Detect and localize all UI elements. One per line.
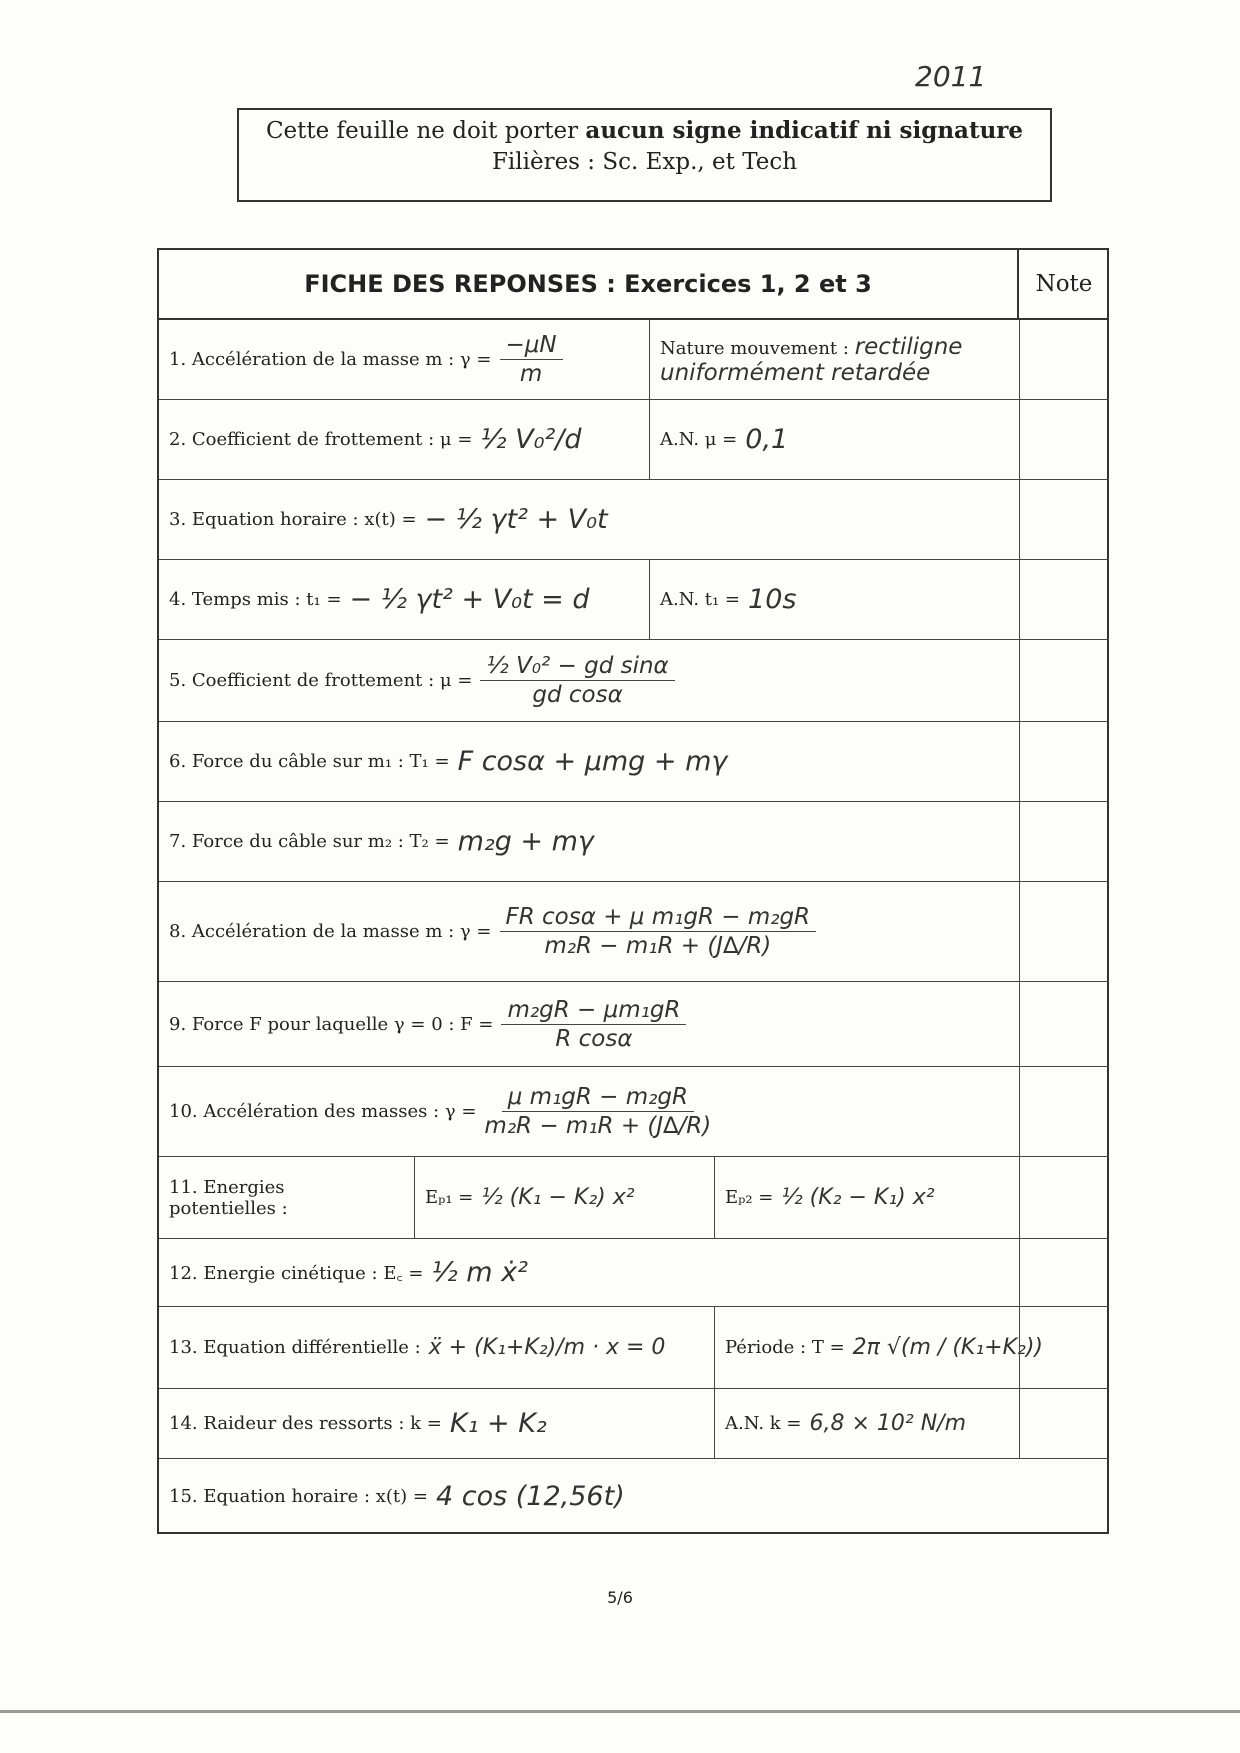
note-cell-11 [1019,1157,1109,1238]
row-13-label: 13. Equation différentielle : [169,1337,421,1358]
row-9 [159,982,1109,1067]
note-cell-2 [1019,400,1109,479]
row-12-label: 12. Energie cinétique : E꜀ = [169,1262,424,1284]
row-8 [159,882,1109,982]
row-7-label: 7. Force du câble sur m₂ : T₂ = [169,831,450,852]
row-1-right-label: Nature mouvement : [660,337,849,359]
note-cell-4 [1019,560,1109,639]
note-cell-8 [1019,882,1109,981]
note-cell-9 [1019,982,1109,1066]
note-header: Note [1019,250,1109,320]
row-9-answer: $\frac{\text{m₂gR − μm₁gR}}{\text{R cosα}}$ [501,996,686,1053]
row-1 [159,320,1109,400]
row-4-right-label: A.N. t₁ = [660,589,741,610]
row-2-right-answer: 0,1 [745,424,789,455]
row-2 [159,400,1109,480]
row-5-label: 5. Coefficient de frottement : μ = [169,670,473,691]
row-12-answer: ½ m ẋ² [431,1257,528,1288]
handwritten-year: 2011 [915,60,987,93]
row-10-label: 10. Accélération des masses : γ = [169,1101,477,1122]
row-4-answer: − ½ γt² + V₀t = d [349,584,590,615]
row-10 [159,1067,1109,1157]
row-1-answer: $\frac{-\mu N}{m}$ [500,331,563,388]
note-cell-5 [1019,640,1109,721]
row-6-answer: F cosα + μmg + mγ [457,746,728,777]
row-11-right-label: Eₚ₂ = [725,1187,774,1208]
note-cell-6 [1019,722,1109,801]
note-cell-3 [1019,480,1109,559]
row-8-answer: $\frac{\text{FR cosα + μ m₁gR − m₂gR}}{\text{m₂R − m₁R + (J∆/R)}}$ [500,903,817,960]
row-13 [159,1307,1109,1389]
row-11-mid-answer: ½ (K₁ − K₂) x² [481,1185,635,1210]
row-14-label: 14. Raideur des ressorts : k = [169,1413,442,1434]
row-5-answer: $\frac{\text{½ V₀² − gd sinα}}{\text{gd cosα}}$ [480,652,674,709]
row-3-answer: − ½ γt² + V₀t [424,504,608,535]
row-15 [159,1459,1109,1534]
row-14 [159,1389,1109,1459]
row-13-right-answer: 2π √(m / (K₁+K₂)) [852,1335,1043,1360]
note-cell-1 [1019,320,1109,399]
row-7-answer: m₂g + mγ [457,826,594,857]
row-9-label: 9. Force F pour laquelle γ = 0 : F = [169,1013,494,1035]
row-6 [159,722,1109,802]
row-4 [159,560,1109,640]
note-cell-10 [1019,1067,1109,1156]
row-12 [159,1239,1109,1307]
row-15-answer: 4 cos (12,56t) [436,1481,625,1512]
row-14-answer: K₁ + K₂ [449,1408,547,1439]
row-1-right-answer-1: rectiligne [854,333,963,360]
row-10-answer: $\frac{\text{μ m₁gR − m₂gR}}{\text{m₂R − m₁R + (J∆/R)}}$ [484,1084,712,1139]
row-11-right-answer: ½ (K₂ − K₁) x² [781,1185,935,1210]
row-4-label: 4. Temps mis : t₁ = [169,589,342,610]
row-3 [159,480,1109,560]
note-cell-14 [1019,1389,1109,1458]
answer-sheet [157,248,1109,1534]
row-4-right-answer: 10s [748,584,797,615]
row-5 [159,640,1109,722]
row-13-answer: ẍ + (K₁+K₂)/m · x = 0 [428,1335,666,1360]
row-1-right-answer-2: uniformément retardée [660,359,931,386]
row-7 [159,802,1109,882]
row-11 [159,1157,1109,1239]
notice-line1: Cette feuille ne doit porter aucun signe indicatif ni signature [265,117,1024,144]
row-15-label: 15. Equation horaire : x(t) = [169,1486,428,1507]
row-6-label: 6. Force du câble sur m₁ : T₁ = [169,751,450,772]
row-2-answer: ½ V₀²/d [480,424,582,455]
note-cell-13 [1019,1307,1109,1388]
row-1-label: 1. Accélération de la masse m : γ = [169,349,492,370]
scan-edge-line [0,1710,1240,1713]
row-2-right-label: A.N. μ = [660,429,738,450]
sheet-title: FICHE DES REPONSES : Exercices 1, 2 et 3 [159,250,1019,320]
row-11-label-2: potentielles : [169,1197,288,1219]
note-cell-7 [1019,802,1109,881]
row-11-label-1: 11. Energies [169,1176,285,1198]
notice-box [237,108,1052,202]
row-2-label: 2. Coefficient de frottement : μ = [169,429,473,450]
row-8-label: 8. Accélération de la masse m : γ = [169,921,492,942]
page-number: 5/6 [607,1588,633,1607]
row-11-mid-label: Eₚ₁ = [425,1187,474,1208]
row-13-right-label: Période : T = [725,1337,845,1358]
row-14-right-answer: 6,8 × 10² N/m [809,1411,966,1436]
row-3-label: 3. Equation horaire : x(t) = [169,509,417,530]
notice-line2: Filières : Sc. Exp., et Tech [491,149,798,175]
note-cell-12 [1019,1239,1109,1306]
row-14-right-label: A.N. k = [725,1413,802,1434]
